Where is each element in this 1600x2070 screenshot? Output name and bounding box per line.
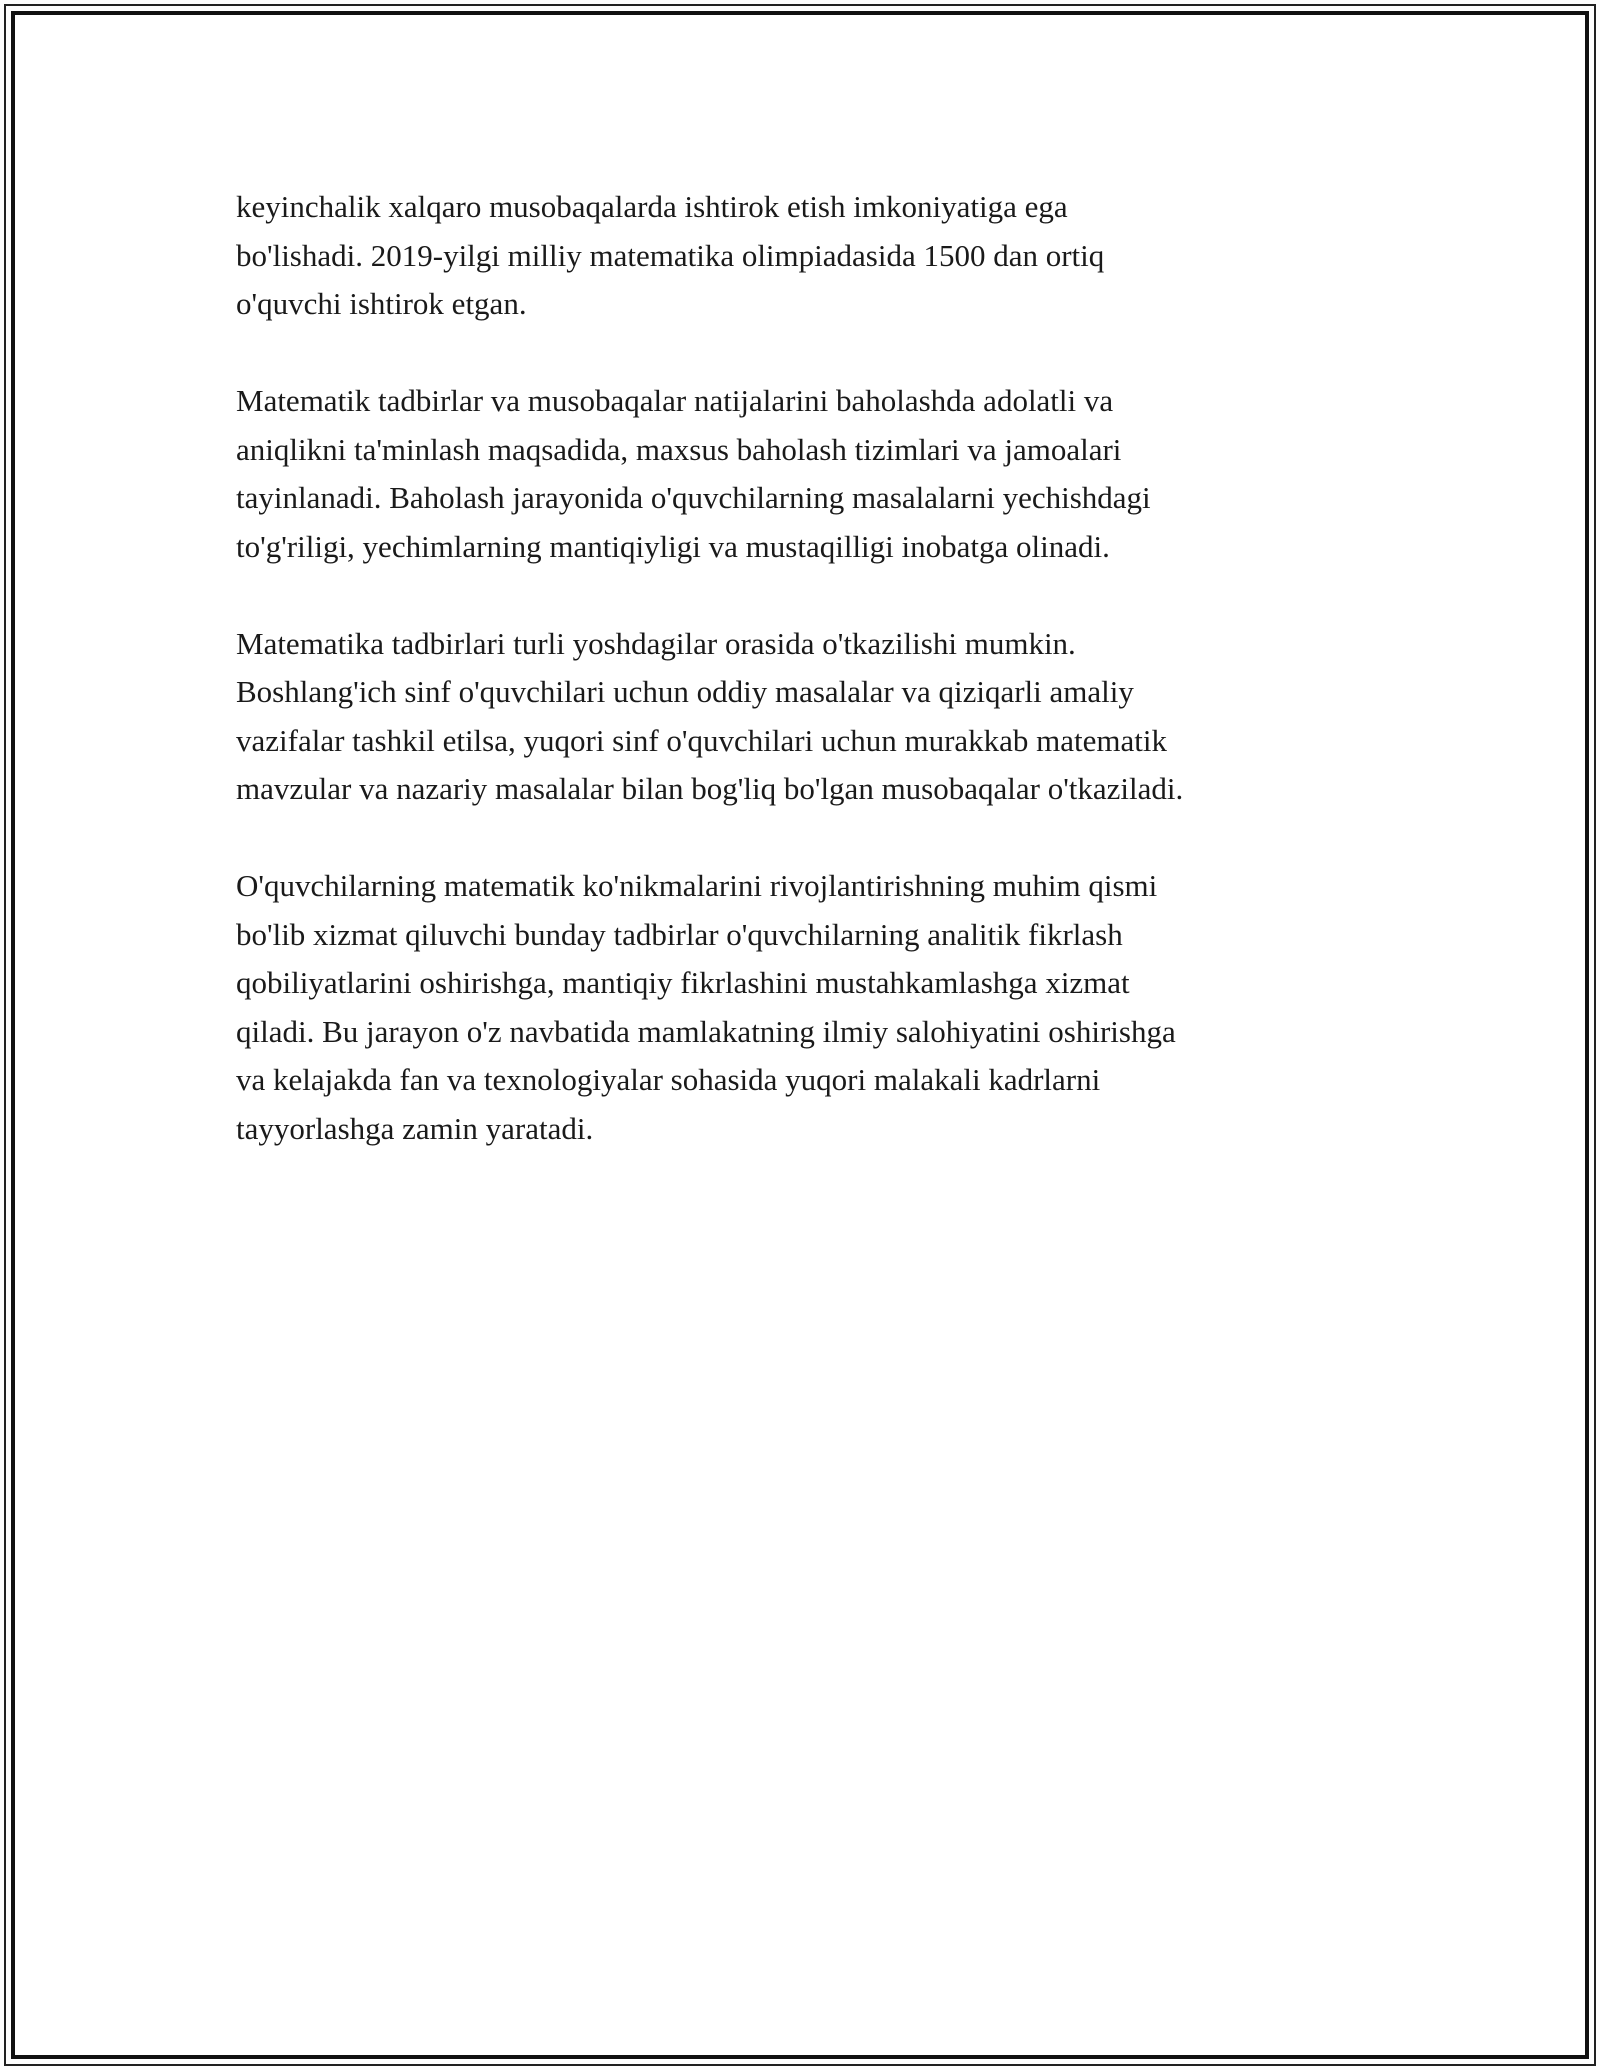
paragraph-3: Matematika tadbirlari turli yoshdagilar orasida o'tkazilishi mumkin. Boshlang'ich sinf o'quvchilari uchun oddiy masalalar va qiziqarli amaliy vazifalar tashkil etilsa, yuqori sinf o'quvchilari uchun murakkab matematik mavzular va nazariy masalalar bilan bog'liq bo'lgan musobaqalar o'tkaziladi. (236, 625, 1184, 806)
document-body (236, 183, 1386, 1202)
paragraph-2: Matematik tadbirlar va musobaqalar natijalarini baholashda adolatli va aniqlikni ta'minlash maqsadida, maxsus baholash tizimlari va jamoalari tayinlanadi. Baholash jarayonida o'quvchilarning masalalarni yechishdagi to'g'riligi, yechimlarning mantiqiyligi va mustaqilligi inobatga olinadi. (236, 383, 1151, 564)
paragraph-4: O'quvchilarning matematik ko'nikmalarini rivojlantirishning muhim qismi bo'lib xizmat qiluvchi bunday tadbirlar o'quvchilarning analitik fikrlash qobiliyatlarini oshirishga, mantiqiy fikrlashini mustahkamlashga xizmat qiladi. Bu jarayon o'z navbatida mamlakatning ilmiy salohiyatini oshirishga va kelajakda fan va texnologiyalar sohasida yuqori malakali kadrlarni tayyorlashga zamin yaratadi. (236, 868, 1176, 1146)
paragraph-1: keyinchalik xalqaro musobaqalarda ishtirok etish imkoniyatiga ega bo'lishadi. 2019-yilgi milliy matematika olimpiadasida 1500 dan ortiq o'quvchi ishtirok etgan. (236, 189, 1105, 321)
